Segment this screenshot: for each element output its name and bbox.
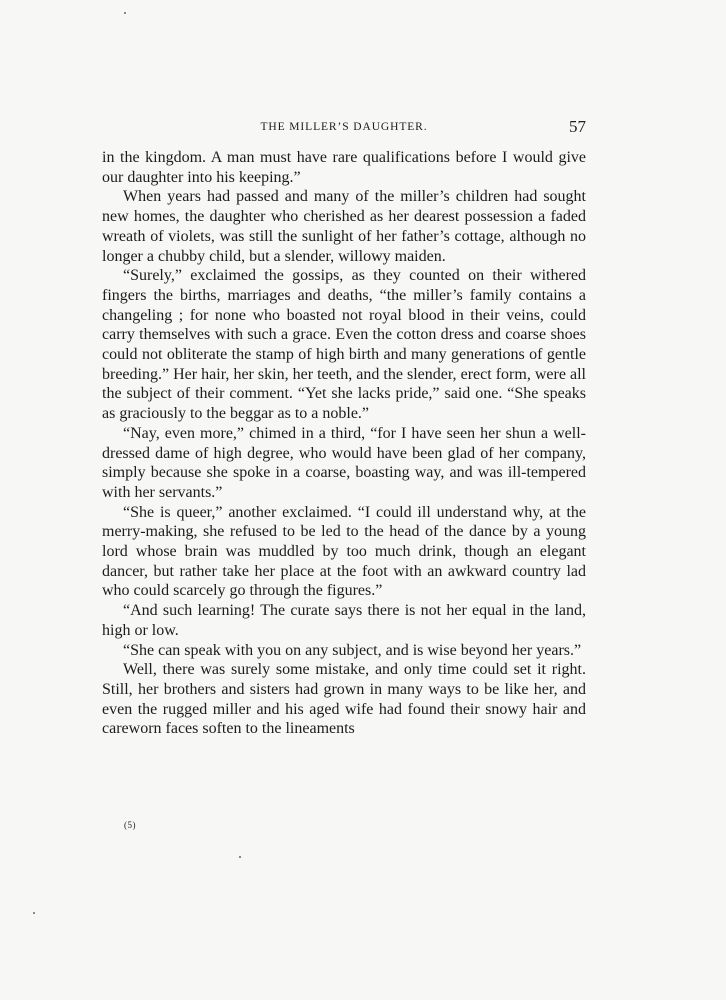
paragraph: “Surely,” exclaimed the gossips, as they counted on their withered fingers the births, marriages and deaths, “the miller’s family contains a changeling ; for none who boasted not royal blood in their veins, could carry themselves with such a grace. Even the cotton dress and coarse shoes could not obliterate the stamp of high birth and many generations of gentle breeding.” Her hair, her skin, her teeth, and the slender, erect form, were all the subject of their comment. “Yet she lacks pride,” said one. “She speaks as graciously to the beggar as to a noble.”: [102, 267, 586, 423]
paper-speck: [33, 912, 35, 914]
page-number: 57: [569, 117, 586, 136]
running-title: THE MILLER’S DAUGHTER.: [260, 121, 428, 133]
page-header: [102, 117, 586, 141]
paper-speck: [124, 12, 126, 14]
paper-speck: [239, 856, 241, 858]
paragraph: in the kingdom. A man must have rare qualifications before I would give our daughter into his keeping.”: [102, 149, 586, 186]
paragraph: “She is queer,” another exclaimed. “I could ill understand why, at the merry-making, she refused to be led to the head of the dance by a young lord whose brain was muddled by too much drink, though an elegant dancer, but rather take her place at the foot with an awkward country lad who could scarcely go through the figures.”: [102, 503, 586, 600]
body-text: [102, 148, 586, 739]
paragraph: When years had passed and many of the miller’s children had sought new homes, the daughter who cherished as her dearest possession a faded wreath of violets, was still the sunlight of her father’s cottage, although no longer a chubby child, but a slender, willowy maiden.: [102, 188, 586, 265]
paragraph: “Nay, even more,” chimed in a third, “for I have seen her shun a well-dressed dame of high degree, who would have been glad of her company, simply because she spoke in a coarse, boasting way, and was ill-tempered with her servants.”: [102, 424, 586, 501]
paragraph: “She can speak with you on any subject, and is wise beyond her years.”: [123, 641, 582, 659]
signature-mark: (5): [124, 820, 136, 830]
paragraph: Well, there was surely some mistake, and only time could set it right. Still, her brothers and sisters had grown in many ways to be like her, and even the rugged miller and his aged wife had found their snowy hair and careworn faces soften to the lineaments: [102, 661, 586, 738]
paragraph: “And such learning! The curate says there is not her equal in the land, high or low.: [102, 602, 586, 639]
